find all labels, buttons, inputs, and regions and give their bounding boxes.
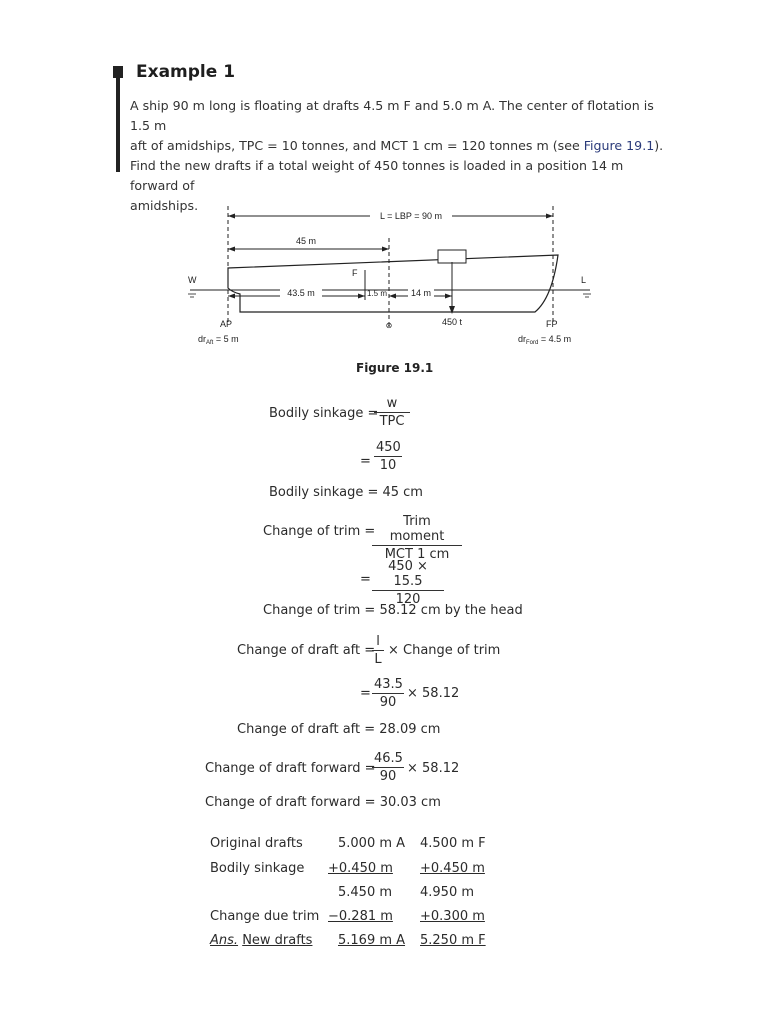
eq-bodily-sinkage-fraction bbox=[374, 396, 410, 429]
lbp-label: L = LBP = 90 m bbox=[379, 211, 443, 221]
dim-1-5-label: 1.5 m bbox=[366, 289, 388, 298]
fraction-denominator: TPC bbox=[379, 414, 405, 429]
row-label: Change due trim bbox=[210, 909, 320, 924]
section-bar-cap bbox=[113, 66, 123, 78]
eq-draft-aft-rhs: × Change of trim bbox=[388, 643, 501, 658]
problem-line-2-text: aft of amidships, TPC = 10 tonnes, and MCT 1 cm = 120 tonnes m (see bbox=[130, 138, 584, 153]
eq-bodily-sinkage-lhs: Bodily sinkage = bbox=[269, 406, 379, 421]
ap-label: AP bbox=[220, 319, 233, 329]
fraction-denominator: 120 bbox=[395, 592, 421, 607]
row-label: Original drafts bbox=[210, 836, 303, 851]
fraction-numerator: 450 bbox=[376, 440, 401, 455]
aft-value: 5.000 m A bbox=[338, 836, 406, 851]
fraction-numerator: Trim moment bbox=[372, 514, 462, 546]
eq-draft-aft-result: Change of draft aft = 28.09 cm bbox=[237, 722, 441, 737]
eq-draft-aft-multiplier: × 58.12 bbox=[407, 686, 460, 701]
aft-value: +0.450 m bbox=[328, 861, 393, 876]
eq-change-trim-result: Change of trim = 58.12 cm by the head bbox=[263, 603, 523, 618]
fraction-numerator: l bbox=[372, 634, 384, 651]
answer-label: New drafts bbox=[242, 933, 313, 948]
fwd-value: +0.300 m bbox=[420, 909, 485, 924]
fraction-numerator: 43.5 bbox=[374, 677, 403, 692]
example-heading: Example 1 bbox=[136, 62, 236, 82]
fwd-value: 4.950 m bbox=[420, 885, 475, 900]
draft-fwd-label: $dr_{Ford} = 4.5$ m bbox=[518, 334, 572, 346]
aft-value: 5.169 m A bbox=[338, 933, 406, 948]
weight-block bbox=[438, 250, 466, 263]
fwd-value: 5.250 m F bbox=[420, 933, 486, 948]
problem-line-2-end: ). bbox=[654, 138, 664, 153]
eq-draft-fwd-lhs: Change of draft forward = bbox=[205, 761, 376, 776]
ship-hull bbox=[228, 255, 558, 312]
problem-statement bbox=[130, 96, 670, 216]
eq-draft-aft-value-fraction bbox=[372, 677, 404, 710]
figure-caption: Figure 19.1 bbox=[356, 361, 434, 375]
eq-equals: = bbox=[360, 686, 371, 701]
fwd-value: +0.450 m bbox=[420, 861, 485, 876]
row-label bbox=[210, 933, 312, 948]
draft-aft-label: $dr_{Aft} = 5$ m bbox=[198, 334, 239, 346]
waterline-l-label: L bbox=[581, 275, 587, 285]
eq-bodily-sinkage-result: Bodily sinkage = 45 cm bbox=[269, 485, 423, 500]
fraction-denominator: MCT 1 cm bbox=[384, 547, 450, 562]
half-length-label: 45 m bbox=[295, 236, 317, 246]
fraction-numerator: 46.5 bbox=[374, 751, 403, 766]
fraction-denominator: 90 bbox=[379, 769, 397, 784]
eq-equals: = bbox=[360, 454, 371, 469]
fraction-numerator: 450 × 15.5 bbox=[372, 559, 444, 591]
fraction-numerator: w bbox=[374, 396, 410, 413]
eq-sinkage-value-fraction bbox=[374, 440, 402, 473]
eq-change-trim-fraction bbox=[372, 514, 462, 562]
fwd-value: 4.500 m F bbox=[420, 836, 486, 851]
flotation-label: F bbox=[352, 268, 358, 278]
section-bar bbox=[116, 66, 120, 172]
aft-value: −0.281 m bbox=[328, 909, 393, 924]
eq-trim-value-fraction bbox=[372, 559, 444, 607]
ship-diagram bbox=[180, 200, 600, 360]
answer-prefix: Ans. bbox=[210, 933, 239, 948]
fraction-denominator: L bbox=[374, 652, 382, 667]
eq-equals: = bbox=[360, 572, 371, 587]
fraction-denominator: 90 bbox=[379, 695, 397, 710]
midship-symbol: ⊗ bbox=[385, 321, 393, 330]
waterline-w-label: W bbox=[188, 275, 197, 285]
problem-line-2 bbox=[130, 136, 670, 156]
figure-reference-link[interactable]: Figure 19.1 bbox=[583, 138, 655, 153]
dim-43-5-label: 43.5 m bbox=[287, 288, 315, 298]
fp-label: FP bbox=[546, 319, 558, 329]
dim-14-label: 14 m bbox=[410, 288, 432, 298]
eq-draft-fwd-fraction bbox=[372, 751, 404, 784]
weight-label: 450 t bbox=[441, 317, 463, 327]
aft-value: 5.450 m bbox=[338, 885, 393, 900]
problem-line-3: Find the new drafts if a total weight of 450 tonnes is loaded in a position 14 m forward of bbox=[130, 158, 624, 193]
eq-draft-fwd-result: Change of draft forward = 30.03 cm bbox=[205, 795, 441, 810]
eq-draft-aft-lhs: Change of draft aft = bbox=[237, 643, 376, 658]
problem-line-4: amidships. bbox=[130, 198, 199, 213]
row-label: Bodily sinkage bbox=[210, 861, 305, 876]
eq-draft-fwd-multiplier: × 58.12 bbox=[407, 761, 460, 776]
eq-draft-aft-ratio bbox=[372, 634, 384, 667]
fraction-denominator: 10 bbox=[379, 458, 397, 473]
eq-change-trim-lhs: Change of trim = bbox=[263, 524, 376, 539]
problem-line-1: A ship 90 m long is floating at drafts 4.5 m F and 5.0 m A. The center of flotation is 1.5 m bbox=[130, 98, 654, 133]
